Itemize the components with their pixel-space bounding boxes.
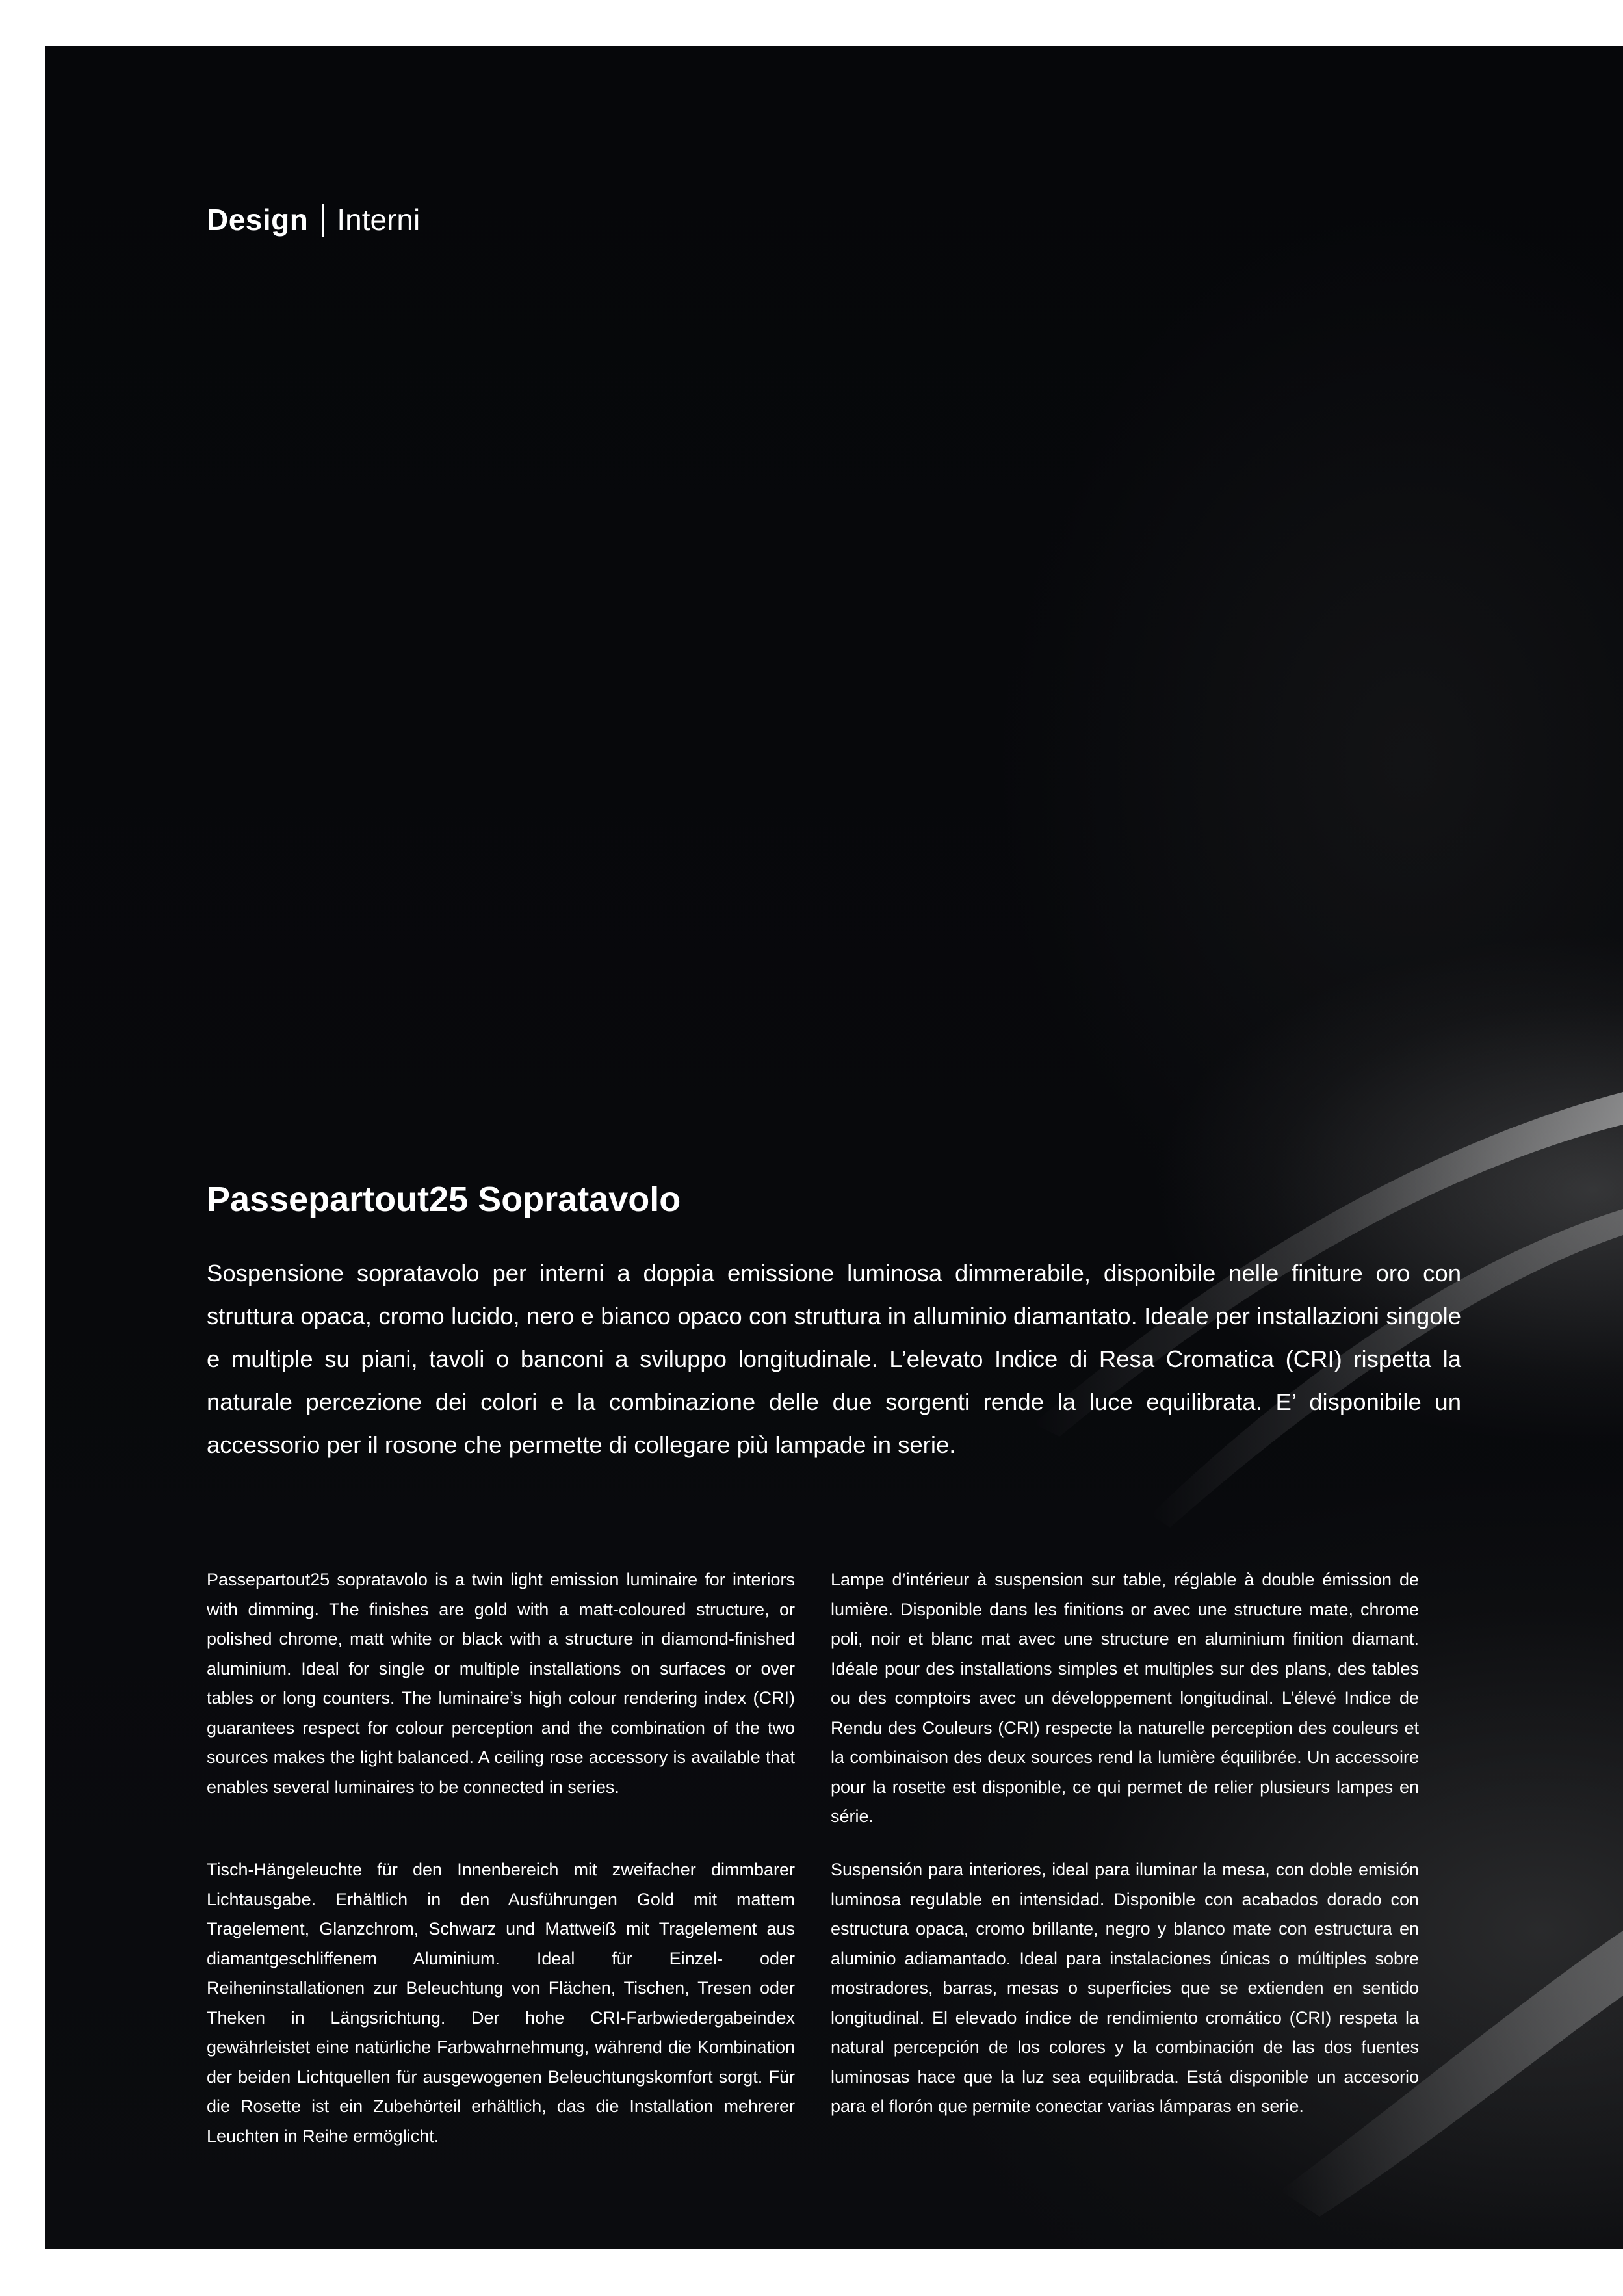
dark-photo-panel	[45, 46, 1623, 2249]
description-french: Lampe d’intérieur à suspension sur table, réglable à double émission de lumière. Disponible dans les finitions or avec une structure mate, chrome poli, noir et blanc mat avec une structure en aluminium finition diamant. Idéale pour des installations simples et multiples sur des plans, des tables ou des comptoirs avec un développement longitudinal. L’élevé Indice de Rendu des Couleurs (CRI) respecte la naturelle perception des couleurs et la combinaison des deux sources rend la lumière équilibrée. Un accessoire pour la rosette est disponible, ce qui permet de relier plusieurs lampes en série.	[831, 1570, 1419, 1826]
product-description-italian: Sospensione sopratavolo per interni a doppia emissione luminosa dimmerabile, disponibile nelle finiture oro con struttura opaca, cromo lucido, nero e bianco opaco con struttura in alluminio diamantato. Ideale per installazioni singole e multiple su piani, tavoli o banconi a sviluppo longitudinale. L’elevato Indice di Resa Cromatica (CRI) rispetta la naturale percezione dei colori e la combinazione delle due sorgenti rende la luce equilibrata. E’ disponibile un accessorio per il rosone che permette di collegare più lampade in serie.	[207, 1260, 1461, 1458]
description-spanish: Suspensión para interiores, ideal para iluminar la mesa, con doble emisión luminosa regulable en intensidad. Disponible con acabados dorado con estructura opaca, cromo brillante, negro y blanco mate con estructura en aluminio adiamantado. Ideal para instalaciones únicas o múltiples sobre mostradores, barras, mesas o superficies que se extienden en sentido longitudinal. El elevado índice de rendimiento cromático (CRI) respeta la natural percepción de los colores y la combinación de las dos fuentes luminosas hace que la luz sea equilibrada. Está disponible un accesorio para el florón que permite conectar varias lámparas en serie.	[831, 1860, 1419, 2116]
description-english: Passepartout25 sopratavolo is a twin light emission luminaire for interiors with dimming. The finishes are gold with a matt-coloured structure, or polished chrome, matt white or black with a structure in diamond-finished aluminium. Ideal for single or multiple installations on surfaces or over tables or long counters. The luminaire’s high colour rendering index (CRI) guarantees respect for colour perception and the combination of the two sources makes the light balanced. A ceiling rose accessory is available that enables several luminaires to be connected in series.	[207, 1570, 795, 1797]
category-label: Interni	[337, 203, 421, 237]
header-divider	[322, 204, 324, 237]
description-german: Tisch-Hängeleuchte für den Innenbereich mit zweifacher dimmbarer Lichtausgabe. Erhältlich in den Ausführungen Gold mit mattem Tragelement, Glanzchrom, Schwarz und Mattweiß mit Tragelement aus diamantgeschliffenem Aluminium. Ideal für Einzel- oder Reiheninstallationen zur Beleuchtung von Flächen, Tischen, Tresen oder Theken in Längsrichtung. Der hohe CRI-Farbwiedergabeindex gewährleistet eine natürliche Farbwahrnehmung, während die Kombination der beiden Lichtquellen für ausgewogenen Beleuchtungskomfort sorgt. Für die Rosette ist ein Zubehörteil erhältlich, das die Installation mehrerer Leuchten in Reihe ermöglicht.	[207, 1860, 795, 2146]
section-header	[207, 200, 420, 239]
product-title: Passepartout25 Sopratavolo	[207, 1180, 681, 1219]
section-label: Design	[207, 203, 309, 237]
